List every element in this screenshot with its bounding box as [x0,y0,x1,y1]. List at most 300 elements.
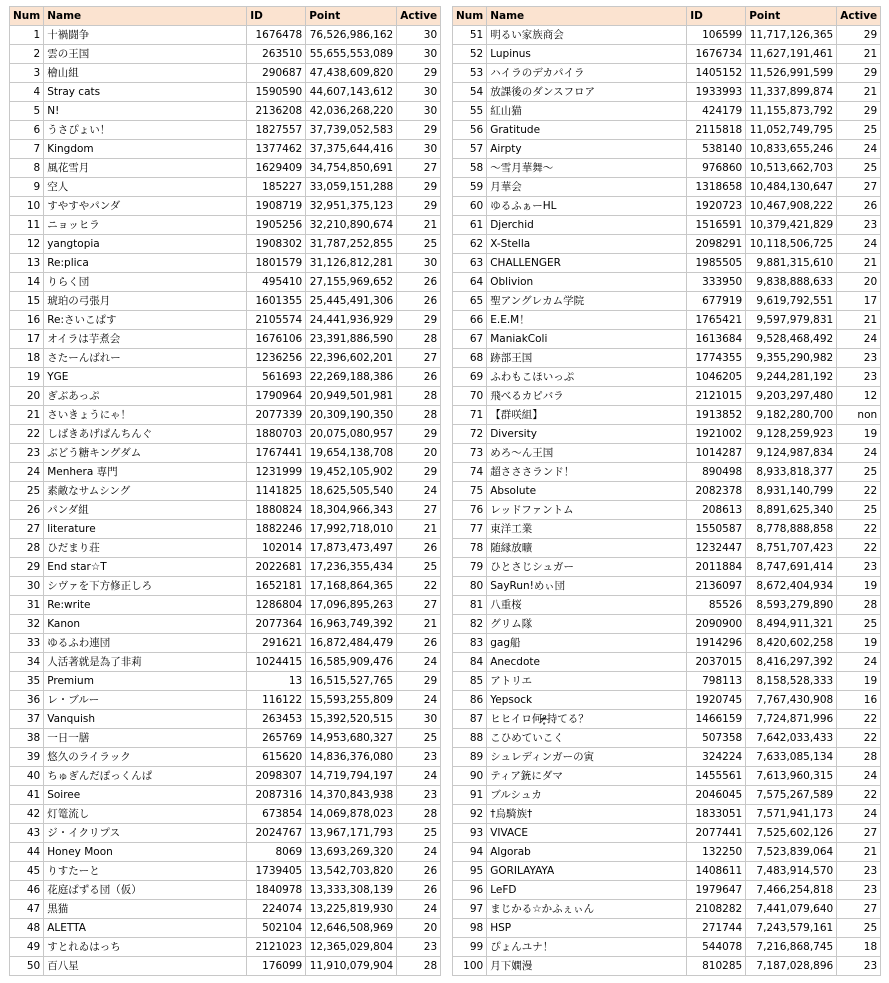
cell-active: 22 [837,539,881,558]
cell-name: Soiree [44,786,247,805]
table-row [10,178,441,197]
cell-name: Lupinus [487,45,687,64]
cell-num: 77 [453,520,487,539]
cell-point: 11,526,991,599 [746,64,837,83]
cell-id: 1921002 [687,425,746,444]
cell-num: 83 [453,634,487,653]
cell-point: 16,585,909,476 [306,653,397,672]
cell-point: 17,168,864,365 [306,577,397,596]
cell-num: 32 [10,615,44,634]
cell-active: 28 [397,805,441,824]
table-row [453,520,881,539]
cell-name: こひめていこく [487,729,687,748]
cell-num: 6 [10,121,44,140]
header-point: Point [306,7,397,26]
cell-active: 21 [837,311,881,330]
cell-active: 29 [397,64,441,83]
cell-name: 【群咲組】 [487,406,687,425]
table-row [453,349,881,368]
cell-active: 27 [837,178,881,197]
cell-point: 7,523,839,064 [746,843,837,862]
cell-point: 17,992,718,010 [306,520,397,539]
cell-num: 20 [10,387,44,406]
cell-num: 92 [453,805,487,824]
table-row [453,938,881,957]
cell-name: ゆるふぁーHL [487,197,687,216]
cell-name: 雲の王国 [44,45,247,64]
cell-active: 24 [837,805,881,824]
cell-id: 224074 [247,900,306,919]
cell-num: 43 [10,824,44,843]
cell-num: 79 [453,558,487,577]
cell-active: 21 [397,216,441,235]
cell-id: 290687 [247,64,306,83]
cell-point: 34,754,850,691 [306,159,397,178]
cell-point: 9,182,280,700 [746,406,837,425]
cell-name: パンダ組 [44,501,247,520]
cell-active: 29 [397,197,441,216]
cell-active: 25 [397,235,441,254]
cell-num: 10 [10,197,44,216]
cell-id: 495410 [247,273,306,292]
cell-point: 11,627,191,461 [746,45,837,64]
cell-name: シュレディンガーの寅 [487,748,687,767]
cell-num: 34 [10,653,44,672]
cell-id: 1908719 [247,197,306,216]
cell-point: 22,269,188,386 [306,368,397,387]
cell-num: 100 [453,957,487,976]
table-row [10,501,441,520]
cell-name: りらく団 [44,273,247,292]
cell-name: 随縁放曠 [487,539,687,558]
cell-id: 1550587 [687,520,746,539]
cell-point: 9,528,468,492 [746,330,837,349]
cell-num: 87 [453,710,487,729]
cell-active: 28 [397,387,441,406]
cell-name: りすたーと [44,862,247,881]
cell-point: 11,337,899,874 [746,83,837,102]
cell-active: 30 [397,83,441,102]
cell-point: 20,949,501,981 [306,387,397,406]
cell-num: 1 [10,26,44,45]
cell-num: 37 [10,710,44,729]
cell-id: 810285 [687,957,746,976]
cell-active: 30 [397,254,441,273]
cell-point: 7,216,868,745 [746,938,837,957]
cell-point: 9,128,259,923 [746,425,837,444]
cell-name: Premium [44,672,247,691]
cell-point: 47,438,609,820 [306,64,397,83]
cell-num: 65 [453,292,487,311]
cell-id: 1920745 [687,691,746,710]
table-row [10,406,441,425]
cell-name: 百八星 [44,957,247,976]
cell-id: 1676478 [247,26,306,45]
cell-id: 2087316 [247,786,306,805]
cell-name: Honey Moon [44,843,247,862]
cell-name: 琥珀の弓張月 [44,292,247,311]
cell-active: 18 [837,938,881,957]
table-row [10,330,441,349]
cell-active: 26 [397,862,441,881]
table-row [453,406,881,425]
cell-num: 39 [10,748,44,767]
cell-active: 26 [397,368,441,387]
cell-active: 23 [837,558,881,577]
cell-name: すとれゐはっち [44,938,247,957]
cell-active: 20 [397,444,441,463]
cell-point: 11,717,126,365 [746,26,837,45]
cell-point: 19,452,105,902 [306,463,397,482]
cell-id: 263510 [247,45,306,64]
cell-num: 91 [453,786,487,805]
table-row [10,425,441,444]
table-row [453,330,881,349]
table-row [10,26,441,45]
cell-point: 8,778,888,858 [746,520,837,539]
cell-name: Diversity [487,425,687,444]
cell-id: 1046205 [687,368,746,387]
cell-id: 1908302 [247,235,306,254]
cell-name: 一日一膳 [44,729,247,748]
cell-num: 13 [10,254,44,273]
cell-name: Menhera 専門 [44,463,247,482]
cell-name: 人活著就是為了非莉 [44,653,247,672]
table-row [453,102,881,121]
cell-id: 538140 [687,140,746,159]
cell-point: 16,963,749,392 [306,615,397,634]
table-row [453,862,881,881]
cell-name: yangtopia [44,235,247,254]
cell-point: 8,933,818,377 [746,463,837,482]
table-row [10,634,441,653]
cell-num: 70 [453,387,487,406]
cell-num: 42 [10,805,44,824]
cell-point: 10,513,662,703 [746,159,837,178]
cell-id: 544078 [687,938,746,957]
cell-id: 1231999 [247,463,306,482]
header-active: Active [397,7,441,26]
cell-active: 24 [397,900,441,919]
cell-point: 14,069,878,023 [306,805,397,824]
cell-active: 25 [837,121,881,140]
table-row [10,387,441,406]
table-row [10,444,441,463]
cell-id: 1408611 [687,862,746,881]
cell-name: 明るい家族商会 [487,26,687,45]
cell-id: 106599 [687,26,746,45]
table-row [453,273,881,292]
table-row [453,45,881,64]
cell-active: 19 [837,672,881,691]
cell-num: 50 [10,957,44,976]
cell-id: 116122 [247,691,306,710]
cell-point: 25,445,491,306 [306,292,397,311]
cell-point: 10,467,908,222 [746,197,837,216]
cell-active: 27 [397,596,441,615]
cell-active: 25 [837,501,881,520]
table-row [453,596,881,615]
cell-num: 46 [10,881,44,900]
cell-name: ヒヒイロ何ᵒ̴̶̷̥持てる？ [487,710,687,729]
cell-active: 21 [837,254,881,273]
cell-num: 86 [453,691,487,710]
cell-num: 29 [10,558,44,577]
cell-num: 64 [453,273,487,292]
cell-id: 1466159 [687,710,746,729]
cell-active: 25 [837,159,881,178]
table-row [453,425,881,444]
cell-active: 29 [397,311,441,330]
cell-point: 12,365,029,804 [306,938,397,957]
cell-id: 1676734 [687,45,746,64]
cell-active: 21 [837,83,881,102]
cell-point: 9,619,792,551 [746,292,837,311]
cell-id: 502104 [247,919,306,938]
cell-active: 29 [397,121,441,140]
cell-point: 27,155,969,652 [306,273,397,292]
table-row [453,767,881,786]
cell-id: 1882246 [247,520,306,539]
cell-id: 1985505 [687,254,746,273]
cell-active: 25 [397,824,441,843]
cell-name: 〜雪月華舞〜 [487,159,687,178]
cell-active: 24 [837,653,881,672]
table-row [10,482,441,501]
table-row [10,729,441,748]
table-row [453,197,881,216]
cell-active: 23 [837,368,881,387]
cell-active: 23 [397,748,441,767]
cell-name: 風花雪月 [44,159,247,178]
table-row [10,273,441,292]
cell-id: 1920723 [687,197,746,216]
cell-name: Anecdote [487,653,687,672]
cell-active: 27 [397,501,441,520]
cell-name: ニョッヒラ [44,216,247,235]
cell-num: 95 [453,862,487,881]
cell-name: まじかる☆かふぇぃん [487,900,687,919]
cell-id: 1833051 [687,805,746,824]
cell-id: 2077441 [687,824,746,843]
cell-active: 16 [837,691,881,710]
cell-name: X-Stella [487,235,687,254]
cell-num: 72 [453,425,487,444]
cell-point: 8,931,140,799 [746,482,837,501]
cell-id: 102014 [247,539,306,558]
cell-active: 24 [397,653,441,672]
cell-active: 20 [837,273,881,292]
cell-name: Yepsock [487,691,687,710]
cell-name: ジ・イクリプス [44,824,247,843]
cell-name: 黒猫 [44,900,247,919]
cell-active: 21 [837,45,881,64]
cell-num: 67 [453,330,487,349]
cell-num: 40 [10,767,44,786]
table-row [453,121,881,140]
cell-point: 11,155,873,792 [746,102,837,121]
cell-id: 1774355 [687,349,746,368]
cell-name: Stray cats [44,83,247,102]
cell-id: 1880824 [247,501,306,520]
cell-point: 8,593,279,890 [746,596,837,615]
cell-point: 17,096,895,263 [306,596,397,615]
cell-id: 333950 [687,273,746,292]
cell-name: Absolute [487,482,687,501]
cell-id: 1765421 [687,311,746,330]
cell-point: 18,304,966,343 [306,501,397,520]
cell-num: 49 [10,938,44,957]
cell-num: 98 [453,919,487,938]
table-row [10,254,441,273]
cell-active: 21 [837,843,881,862]
cell-active: 29 [837,102,881,121]
cell-id: 1880703 [247,425,306,444]
cell-num: 25 [10,482,44,501]
header-id: ID [687,7,746,26]
cell-point: 7,642,033,433 [746,729,837,748]
cell-name: 八重桜 [487,596,687,615]
cell-point: 7,441,079,640 [746,900,837,919]
cell-num: 27 [10,520,44,539]
cell-point: 13,333,308,139 [306,881,397,900]
table-row [10,824,441,843]
header-row [453,7,881,26]
cell-id: 324224 [687,748,746,767]
cell-active: 24 [837,444,881,463]
cell-name: うさぴょい！ [44,121,247,140]
cell-point: 11,052,749,795 [746,121,837,140]
table-row [10,216,441,235]
cell-active: 20 [397,919,441,938]
cell-point: 10,484,130,647 [746,178,837,197]
cell-point: 37,375,644,416 [306,140,397,159]
cell-id: 1676106 [247,330,306,349]
table-row [10,197,441,216]
cell-active: non [837,406,881,425]
cell-id: 2077364 [247,615,306,634]
cell-point: 14,719,794,197 [306,767,397,786]
cell-point: 31,126,812,281 [306,254,397,273]
cell-name: HSP [487,919,687,938]
table-row [10,140,441,159]
cell-point: 8,416,297,392 [746,653,837,672]
cell-num: 75 [453,482,487,501]
cell-id: 1914296 [687,634,746,653]
cell-active: 23 [837,862,881,881]
table-row [10,64,441,83]
cell-active: 30 [397,102,441,121]
cell-id: 1913852 [687,406,746,425]
cell-num: 33 [10,634,44,653]
table-row [10,881,441,900]
cell-active: 28 [397,957,441,976]
cell-name: ひとさじシュガー [487,558,687,577]
cell-num: 97 [453,900,487,919]
cell-name: ぴょんユナ！ [487,938,687,957]
cell-id: 1933993 [687,83,746,102]
table-row [10,463,441,482]
cell-num: 36 [10,691,44,710]
cell-name: 花庭ぱずる団（仮） [44,881,247,900]
cell-num: 76 [453,501,487,520]
table-row [10,862,441,881]
cell-active: 26 [397,539,441,558]
cell-point: 7,525,602,126 [746,824,837,843]
cell-id: 1601355 [247,292,306,311]
cell-id: 2090900 [687,615,746,634]
table-row [453,368,881,387]
cell-name: レ・ブルー [44,691,247,710]
cell-name: Kanon [44,615,247,634]
cell-point: 15,593,255,809 [306,691,397,710]
cell-id: 673854 [247,805,306,824]
cell-id: 1286804 [247,596,306,615]
cell-point: 9,124,987,834 [746,444,837,463]
cell-name: すやすやパンダ [44,197,247,216]
table-row [453,501,881,520]
cell-point: 7,724,871,996 [746,710,837,729]
cell-id: 2121023 [247,938,306,957]
cell-active: 24 [397,691,441,710]
table-row [453,919,881,938]
cell-id: 1014287 [687,444,746,463]
cell-active: 23 [837,881,881,900]
cell-point: 13,542,703,820 [306,862,397,881]
cell-id: 132250 [687,843,746,862]
cell-num: 89 [453,748,487,767]
cell-active: 19 [837,577,881,596]
cell-num: 81 [453,596,487,615]
cell-active: 24 [397,767,441,786]
cell-num: 38 [10,729,44,748]
cell-active: 30 [397,45,441,64]
cell-point: 22,396,602,201 [306,349,397,368]
cell-name: しばきあげぱんちんぐ [44,425,247,444]
cell-num: 71 [453,406,487,425]
cell-point: 7,767,430,908 [746,691,837,710]
table-row [453,805,881,824]
cell-id: 185227 [247,178,306,197]
table-row [10,748,441,767]
cell-id: 2011884 [687,558,746,577]
cell-active: 26 [837,197,881,216]
table-row [453,900,881,919]
cell-point: 7,613,960,315 [746,767,837,786]
cell-num: 22 [10,425,44,444]
table-row [453,216,881,235]
cell-point: 11,910,079,904 [306,957,397,976]
table-row [453,482,881,501]
cell-num: 5 [10,102,44,121]
cell-active: 24 [837,140,881,159]
cell-id: 2098291 [687,235,746,254]
cell-num: 52 [453,45,487,64]
cell-name: 飛べるカピバラ [487,387,687,406]
cell-num: 47 [10,900,44,919]
table-row [10,615,441,634]
header-name: Name [44,7,247,26]
table-row [10,577,441,596]
cell-num: 30 [10,577,44,596]
cell-point: 8,420,602,258 [746,634,837,653]
cell-name: LeFD [487,881,687,900]
cell-name: gag船 [487,634,687,653]
cell-point: 17,236,355,434 [306,558,397,577]
cell-active: 29 [397,178,441,197]
cell-id: 263453 [247,710,306,729]
cell-name: さいきょうにゃ！ [44,406,247,425]
